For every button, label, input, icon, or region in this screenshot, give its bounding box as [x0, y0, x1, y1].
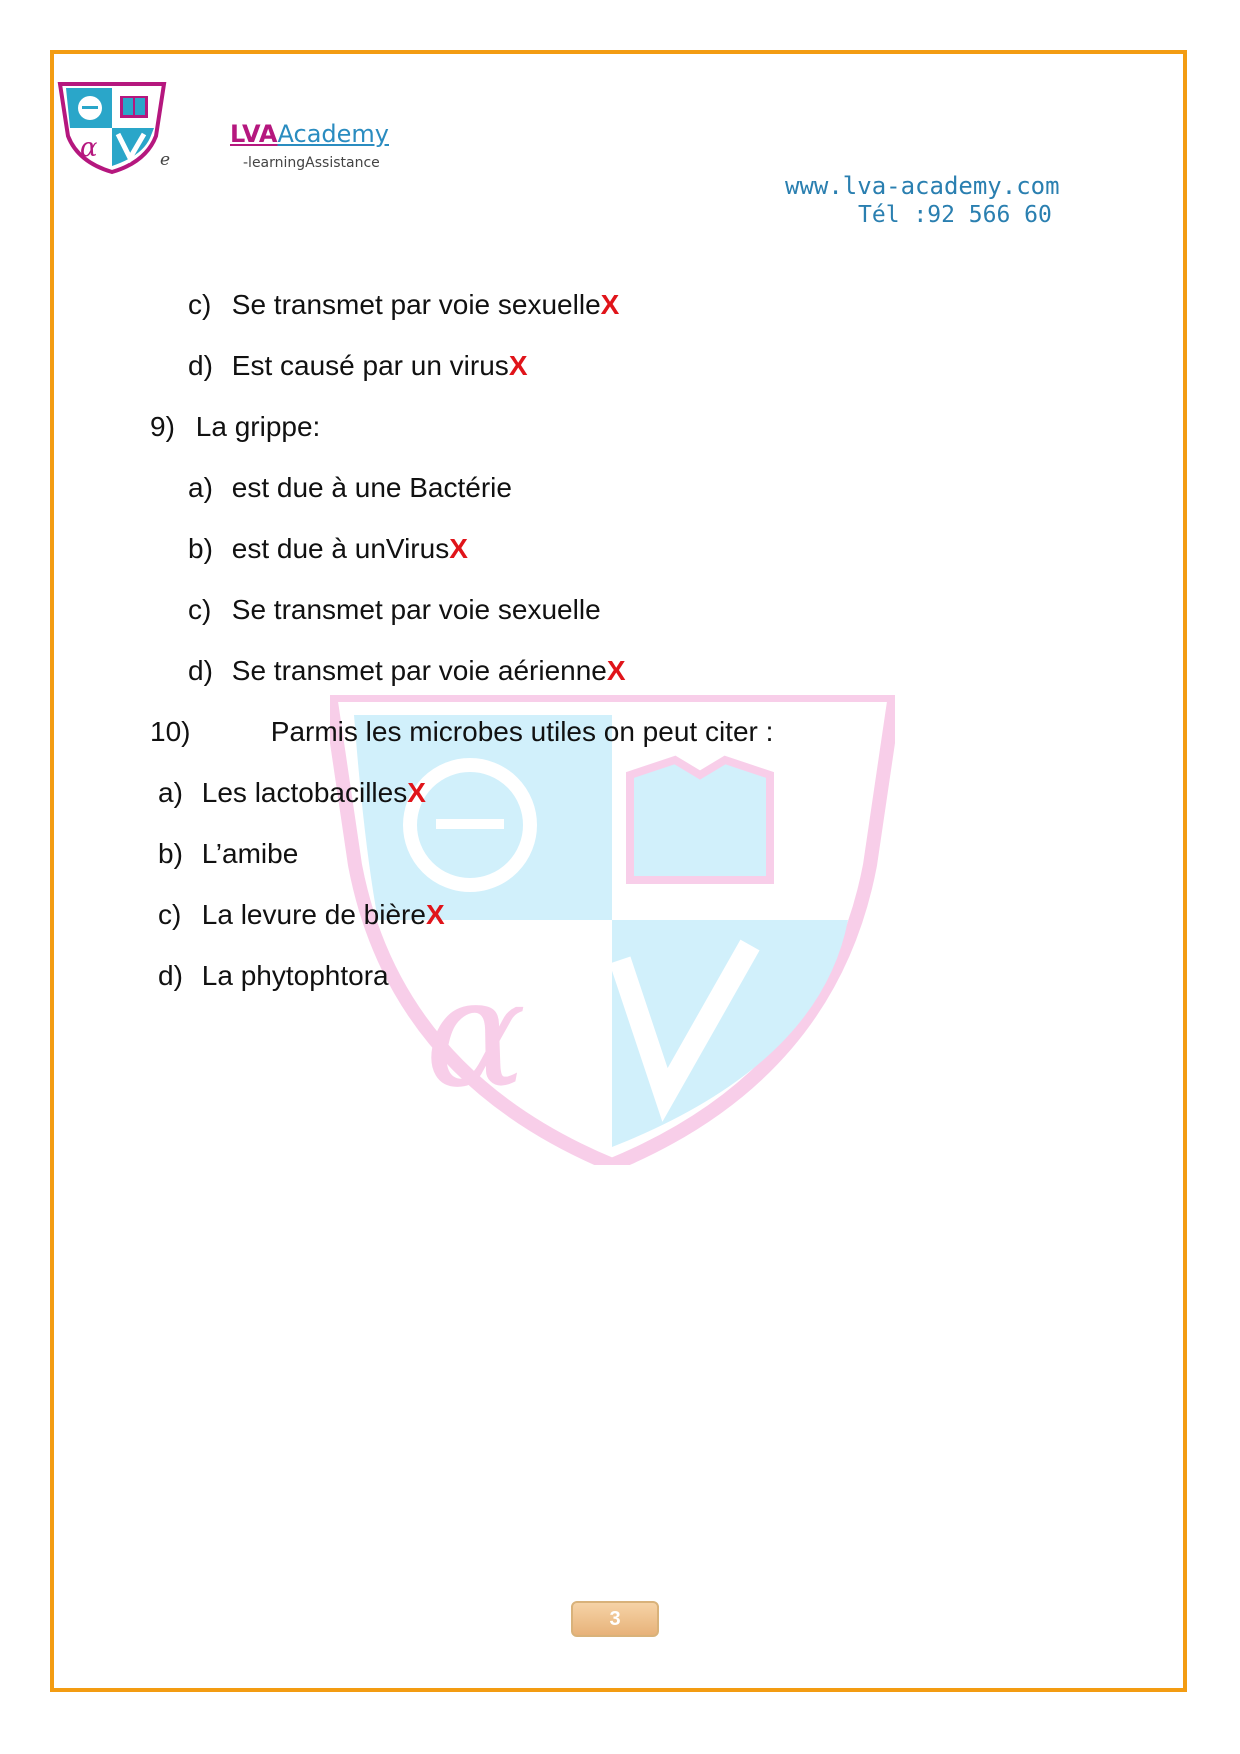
- svg-text:α: α: [80, 133, 98, 163]
- correct-answer-mark: X: [407, 777, 426, 808]
- svg-text:α: α: [425, 947, 527, 1121]
- question-line: 10) Parmis les microbes utiles on peut citer :: [150, 716, 774, 747]
- option-line: c) La levure de bièreX: [158, 899, 445, 930]
- option-line: d) Se transmet par voie aérienneX: [188, 655, 626, 686]
- option-line: d) Est causé par un virusX: [188, 350, 528, 381]
- academy-logo-icon: [56, 78, 171, 176]
- option-line: b) est due à unVirusX: [188, 533, 468, 564]
- correct-answer-mark: X: [425, 899, 445, 930]
- option-line: c) Se transmet par voie sexuelle: [188, 594, 601, 625]
- question-line: 9) La grippe:: [150, 411, 321, 442]
- website-link[interactable]: www.lva-academy.com: [785, 172, 1060, 200]
- option-line: c) Se transmet par voie sexuelleX: [188, 289, 620, 320]
- option-line: d) La phytophtora: [158, 960, 389, 991]
- correct-answer-mark: X: [508, 350, 528, 381]
- correct-answer-mark: X: [600, 289, 620, 320]
- brand-academy: Academy: [277, 120, 389, 148]
- option-line: b) L’amibe: [158, 838, 299, 869]
- correct-answer-mark: X: [449, 533, 468, 564]
- phone-number: Tél :92 566 60: [858, 202, 1052, 228]
- brand-tagline: -learningAssistance: [243, 155, 380, 171]
- correct-answer-mark: X: [606, 655, 626, 686]
- option-line: a) Les lactobacillesX: [158, 777, 426, 808]
- brand-lva: LVA: [230, 120, 278, 148]
- page-number-badge: 3: [571, 1601, 659, 1637]
- logo-e-mark: e: [160, 150, 171, 170]
- brand-name: [230, 120, 389, 148]
- option-line: a) est due à une Bactérie: [188, 472, 512, 503]
